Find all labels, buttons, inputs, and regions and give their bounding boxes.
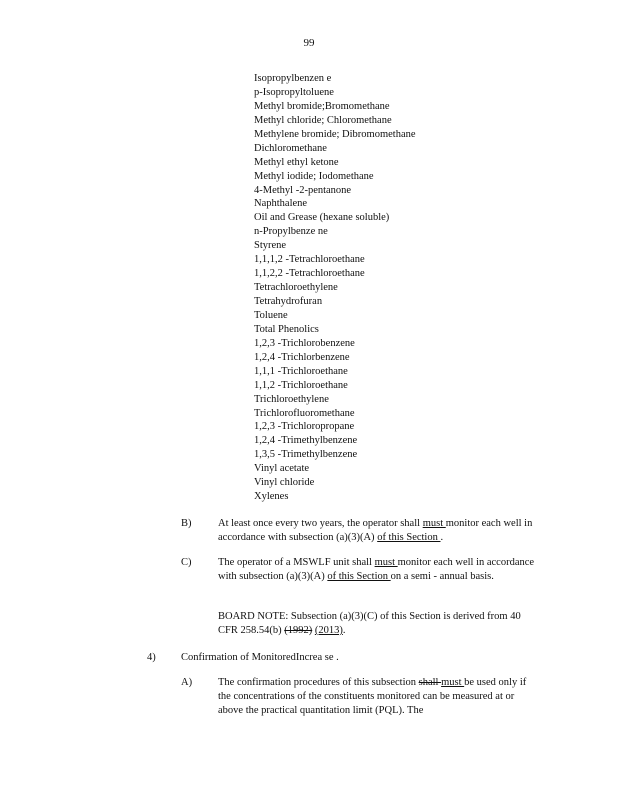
constituent-item: Naphthalene: [254, 198, 308, 210]
constituent-item: Toluene: [254, 309, 288, 321]
constituent-item: n-Propylbenze ne: [254, 226, 328, 238]
item-b-text-3: .: [440, 532, 444, 543]
constituent-item: Vinyl acetate: [254, 463, 310, 475]
item-4-heading: Confirmation of MonitoredIncrea se .: [181, 652, 339, 663]
constituent-item: Dichloromethane: [254, 142, 327, 154]
item-b-text-2: monitor each well in accordance with subsection (a)(3)(A): [218, 518, 533, 543]
item-b-inserted-must: must: [422, 518, 446, 529]
item-4a-text-1: The confirmation procedures of this subsection: [218, 677, 419, 688]
board-note-text-1: BOARD NOTE: Subsection (a)(3)(C) of this Section is derived from 40 CFR 258.54(b): [218, 611, 521, 636]
constituent-item: Total Phenolics: [254, 323, 319, 335]
item-c-inserted-must: must: [374, 557, 398, 568]
constituent-item: 1,1,1 -Trichloroethane: [254, 365, 348, 377]
page-number: 99: [303, 37, 315, 49]
item-4a-struck-shall: shall: [418, 677, 442, 688]
item-b-text-1: At least once every two years, the operator shall: [218, 518, 423, 529]
constituent-item: 1,2,3 -Trichlorobenzene: [254, 337, 355, 349]
constituent-item: Tetrachloroethylene: [254, 282, 338, 294]
constituent-item: 1,3,5 -Trimethylbenzene: [254, 449, 358, 461]
constituent-item: 1,1,2,2 -Tetrachloroethane: [254, 268, 365, 280]
constituent-item: Methyl chloride; Chloromethane: [254, 114, 392, 126]
constituent-item: Methyl bromide;Bromomethane: [254, 100, 390, 112]
constituent-item: Methyl ethyl ketone: [254, 156, 339, 168]
board-note-added-year: (2013): [314, 625, 343, 636]
item-4a-label: A): [181, 677, 193, 688]
item-4-label: 4): [147, 652, 156, 663]
item-4a-added-must: must: [441, 677, 465, 688]
constituent-item: Styrene: [254, 240, 287, 252]
item-c-inserted-section: of this Section: [327, 571, 391, 582]
item-c-text: [218, 556, 538, 584]
constituent-item: 1,1,1,2 -Tetrachloroethane: [254, 254, 365, 266]
item-4a-text: [218, 676, 538, 718]
constituent-list: [254, 72, 416, 504]
board-note-struck-year: (1992): [284, 625, 313, 636]
constituent-item: p-Isopropyltoluene: [254, 86, 334, 98]
constituent-item: Xylenes: [254, 491, 289, 503]
constituent-item: Tetrahydrofuran: [254, 296, 323, 307]
constituent-item: 4-Methyl -2-pentanone: [254, 184, 352, 196]
constituent-item: 1,2,3 -Trichloropropane: [254, 421, 355, 433]
constituent-item: 1,2,4 -Trichlorbenzene: [254, 351, 350, 363]
constituent-item: Methyl iodide; Iodomethane: [254, 170, 374, 182]
item-c-text-1: The operator of a MSWLF unit shall: [218, 557, 375, 568]
board-note: [218, 610, 538, 638]
constituent-item: 1,2,4 -Trimethylbenzene: [254, 435, 358, 447]
constituent-item: Trichloroethylene: [254, 393, 329, 405]
constituent-item: Vinyl chloride: [254, 477, 315, 489]
item-b-inserted-section: of this Section: [377, 532, 441, 543]
item-c-text-2: monitor each well in accordance with subsection (a)(3)(A): [218, 557, 535, 582]
item-b-text: [218, 517, 538, 545]
item-b-label: B): [181, 518, 192, 529]
item-c-label: C): [181, 557, 192, 568]
constituent-item: Oil and Grease (hexane soluble): [254, 212, 390, 224]
constituent-item: Trichlorofluoromethane: [254, 407, 355, 419]
constituent-item: 1,1,2 -Trichloroethane: [254, 379, 348, 391]
item-4a-text-2: be used only if the concentrations of the constituents monitored can be measured at or above the practical quantitation limit (PQL). The: [218, 677, 527, 716]
constituent-item: Methylene bromide; Dibromomethane: [254, 128, 416, 140]
constituent-item: Isopropylbenzen e: [254, 73, 332, 84]
board-note-text-2: .: [342, 625, 346, 636]
item-c-text-3: on a semi - annual basis.: [390, 571, 494, 582]
